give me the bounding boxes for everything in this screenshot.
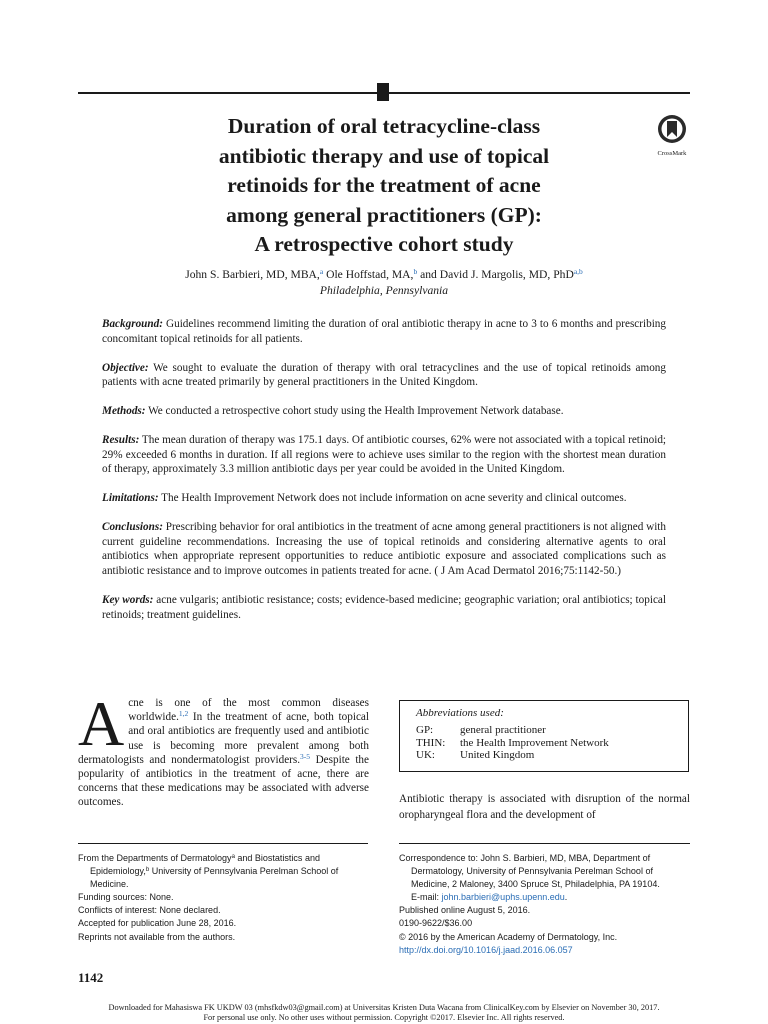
abstract	[102, 317, 666, 637]
footnotes-right	[399, 852, 691, 957]
affiliation-ref[interactable]: a,b	[573, 267, 583, 276]
section-label: Conclusions:	[102, 521, 163, 534]
section-label: Results:	[102, 434, 140, 447]
section-label: Limitations:	[102, 492, 159, 505]
author-name: and David J. Margolis, MD, PhD	[417, 268, 574, 281]
author-name: John S. Barbieri, MD, MBA,	[185, 268, 320, 281]
abstract-methods	[102, 404, 666, 419]
section-text: Guidelines recommend limiting the duration of oral antibiotic therapy in acne to 3 to 6 months and prescribing concomitant topical retinoids for all patients.	[102, 318, 666, 345]
section-text: The Health Improvement Network does not include information on acne severity and clinical outcomes.	[158, 492, 627, 505]
section-text: acne vulgaris; antibiotic resistance; costs; evidence-based medicine; geographic variation; oral antibiotics; topical retinoids; treatment guidelines.	[102, 594, 666, 621]
abbreviation-value: general practitioner	[460, 724, 546, 736]
note-text: Correspondence to: John S. Barbieri, MD, MBA, Department of Dermatology, University of Pennsylvania Perelman School of Medicine, 2 Maloney, 3400 Spruce St, Philadelphia, PA 19104.	[399, 853, 660, 890]
body-text: cne is one of the most common diseases worldwide.	[128, 697, 369, 724]
author-location: Philadelphia, Pennsylvania	[319, 284, 449, 297]
affiliation-ref: b	[145, 867, 150, 874]
note-text: From the Departments of Dermatology	[78, 853, 232, 863]
affiliation-ref: a	[231, 854, 235, 860]
email-label: E-mail:	[411, 892, 442, 903]
published-note: Published online August 5, 2016.	[399, 905, 531, 916]
crossmark-badge[interactable]	[652, 114, 692, 158]
copyright-note: © 2016 by the American Academy of Dermatology, Inc.	[399, 931, 618, 942]
abbreviation-row	[416, 724, 672, 737]
affiliation-ref[interactable]: b	[413, 267, 418, 276]
footnote-rule	[78, 843, 368, 844]
affiliation-note	[78, 852, 368, 891]
abstract-background	[102, 317, 666, 346]
title-line: A retrospective cohort study	[254, 232, 514, 256]
abbreviation-row	[416, 749, 672, 762]
title-line: Duration of oral tetracycline-class	[227, 114, 541, 138]
title-line: among general practitioners (GP):	[226, 202, 542, 227]
price-note: 0190-9622/$36.00	[399, 918, 473, 929]
crossmark-label: CrossMark	[657, 150, 687, 157]
download-line: Downloaded for Mahasiswa FK UKDW 03 (mhsfkdw03@gmail.com) at Universitas Kristen Duta Wacana from ClinicalKey.com by Elsevier on November 30, 2017.	[108, 1003, 660, 1012]
section-label: Methods:	[102, 405, 146, 418]
title-line: retinoids for the treatment of acne	[227, 173, 541, 197]
section-text: The mean duration of therapy was 175.1 days. Of antibiotic courses, 62% were not associated with a topical retinoid; 29% exceeded 6 months in duration. If all regions were to achieve uses similar to the region with the shortest mean duration of therapy, approximately 3.3 million antibiotic days per year could be avoided in the United Kingdom.	[102, 434, 667, 476]
abbreviation-key: GP:	[416, 724, 434, 736]
abbreviation-value: United Kingdom	[460, 749, 535, 761]
abbreviation-value: the Health Improvement Network	[460, 736, 609, 749]
crossmark-icon	[657, 114, 687, 144]
author-line	[100, 267, 668, 283]
section-text: Prescribing behavior for oral antibiotics in the treatment of acne among general practitioners is not aligned with current guideline recommendations. Increasing the use of topical retinoids and considering alternative agents to oral antibiotics when appropriate represent opportunities to reduce antibiotic exposure and associated complications such as antibiotic resistance and to improve outcomes in patients treated for acne. ( J Am Acad Dermatol 2016;75:1142-50.)	[102, 521, 666, 578]
article-title	[140, 112, 628, 260]
page-number: 1142	[78, 970, 104, 985]
section-label: Key words:	[102, 594, 154, 607]
footnote-rule	[399, 843, 690, 844]
footnotes-left	[78, 852, 368, 944]
abbreviation-key: UK:	[416, 749, 435, 761]
funding-note: Funding sources: None.	[78, 892, 174, 903]
citation-ref[interactable]: 3-5	[300, 751, 311, 761]
reprints-note: Reprints not available from the authors.	[78, 931, 236, 942]
header-rule-marker	[377, 83, 389, 101]
download-notice	[40, 1003, 728, 1022]
body-column-right: Antibiotic therapy is associated with disruption of the normal oropharyngeal flora and the development of	[399, 793, 690, 822]
title-line: antibiotic therapy and use of topical	[218, 143, 550, 168]
conflicts-note: Conflicts of interest: None declared.	[78, 905, 221, 916]
abbreviation-key: THIN:	[416, 736, 446, 749]
abstract-results	[102, 433, 666, 477]
email-link[interactable]: john.barbieri@uphs.upenn.edu	[441, 892, 565, 903]
accepted-note: Accepted for publication June 28, 2016.	[78, 918, 237, 929]
abbreviations-title: Abbreviations used:	[416, 707, 504, 719]
doi-link[interactable]: http://dx.doi.org/10.1016/j.jaad.2016.06.057	[399, 944, 573, 955]
abstract-conclusions	[102, 520, 666, 578]
body-text: Despite the popularity of antibiotics in the treatment of acne, there are concerns that these medications may be associated with adverse outcomes.	[78, 753, 369, 809]
section-text: We conducted a retrospective cohort study using the Health Improvement Network database.	[145, 405, 564, 418]
abstract-limitations	[102, 491, 666, 506]
abstract-keywords	[102, 593, 666, 622]
affiliation-ref[interactable]: a	[319, 267, 324, 276]
drop-cap: A	[78, 688, 125, 759]
body-column-left	[78, 688, 369, 810]
body-text: In the treatment of acne, both topical and oral antibiotics are frequently used and antibiotic use is becoming more prevalent among both dermatologists and nondermatologist providers.	[78, 711, 369, 766]
section-label: Objective:	[102, 361, 149, 374]
author-block	[100, 267, 668, 299]
abstract-objective	[102, 361, 666, 390]
citation-ref[interactable]: 1,2	[178, 709, 189, 719]
note-text: and Biostatistics and Epidemiology,	[90, 853, 320, 877]
abbreviation-row	[416, 737, 672, 750]
download-line: For personal use only. No other uses without permission. Copyright ©2017. Elsevier Inc. All rights reserved.	[203, 1012, 565, 1022]
author-name: Ole Hoffstad, MA,	[323, 268, 414, 281]
section-label: Background:	[102, 318, 163, 330]
abbreviations-box	[399, 700, 689, 772]
note-text: University of Pennsylvania Perelman School of Medicine.	[90, 866, 339, 890]
section-text: We sought to evaluate the duration of therapy with oral tetracyclines and the use of topical retinoids among patients with acne treated primarily by general practitioners in the United Kingdom.	[102, 361, 666, 389]
note-text: .	[564, 892, 568, 903]
correspondence-note	[399, 852, 691, 904]
